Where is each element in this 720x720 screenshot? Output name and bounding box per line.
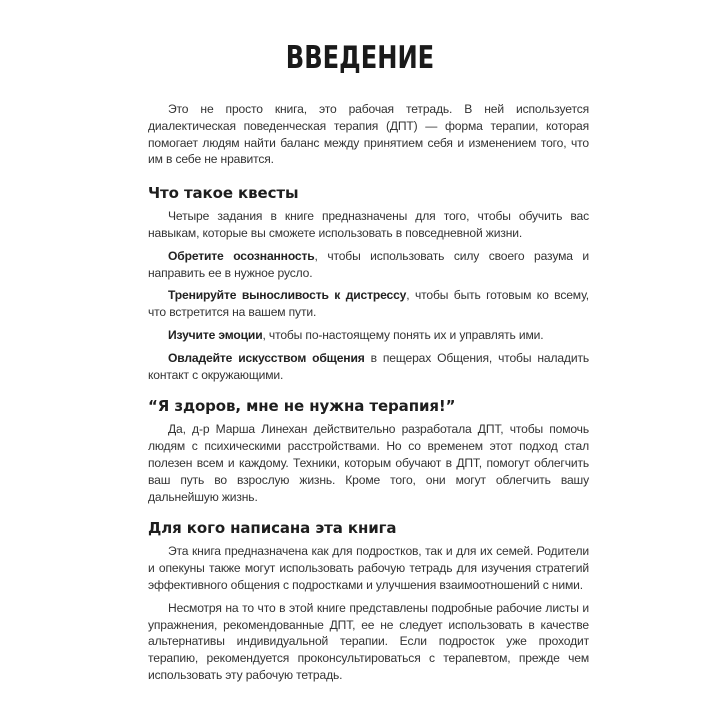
paragraph-text: в пещерах Общения, чтобы наладить контакт с окружающими.: [148, 350, 589, 382]
paragraph: [148, 600, 589, 684]
paragraph: [148, 208, 589, 242]
paragraph-text: , чтобы по-настоящему понять их и управлять ими.: [262, 327, 544, 342]
intro-paragraph: Это не просто книга, это рабочая тетрадь. В ней используется диалектическая поведенческая терапия (ДПТ) — форма терапии, которая помогает людям найти баланс между принятием себя и изменением того, что им в себе не нравится.: [148, 102, 589, 167]
paragraph: [148, 543, 589, 593]
paragraph: [148, 350, 589, 384]
section-heading-audience: Для кого написана эта книга: [148, 519, 397, 538]
paragraph: [148, 248, 589, 282]
page-content: [148, 101, 589, 690]
paragraph-text: Да, д-р Марша Линехан действительно разработала ДПТ, чтобы помочь людям с психическими расстройствами. Но со временем этот подход стал полезен всем и каждому. Техники, которым обучают в ДПТ, помогут облегчить ваш путь во взрослую жизнь. Кроме того, они могут облегчить вашу дальнейшую жизнь.: [148, 422, 589, 504]
section-heading-therapy: “Я здоров, мне не нужна терапия!”: [148, 397, 456, 416]
paragraph: [148, 287, 589, 321]
paragraph: [148, 327, 589, 344]
paragraph-text: , чтобы быть готовым ко всему, что встретится на вашем пути.: [148, 288, 589, 320]
page-title: ВВЕДЕНИЕ: [285, 40, 435, 76]
bold-term: Овладейте искусством общения: [168, 350, 365, 365]
paragraph-text: Четыре задания в книге предназначены для того, чтобы обучить вас навыкам, которые вы сможете использовать в повседневной жизни.: [148, 209, 589, 240]
bold-term: Обретите осознанность: [168, 248, 315, 263]
paragraph: [148, 421, 589, 505]
section-heading-quests: Что такое квесты: [148, 184, 299, 203]
paragraph-text: Эта книга предназначена как для подростков, так и для их семей. Родители и опекуны также могут использовать рабочую тетрадь для изучения стратегий эффективного общения с подростками и улучшения взаимоотношений с ними.: [148, 544, 589, 592]
paragraph-text: , чтобы использовать силу своего разума и направить ее в нужное русло.: [148, 248, 589, 280]
bold-term: Тренируйте выносливость к дистрессу: [168, 288, 407, 303]
bold-term: Изучите эмоции: [168, 327, 263, 342]
paragraph-text: Несмотря на то что в этой книге представлены подробные рабочие листы и упражнения, рекомендованные ДПТ, ее не следует использовать в качестве альтернативы индивидуальной терапии. Если подросток уже проходит терапию, рекомендуется проконсультироваться с терапевтом, прежде чем использовать эту рабочую тетрадь.: [148, 600, 589, 682]
